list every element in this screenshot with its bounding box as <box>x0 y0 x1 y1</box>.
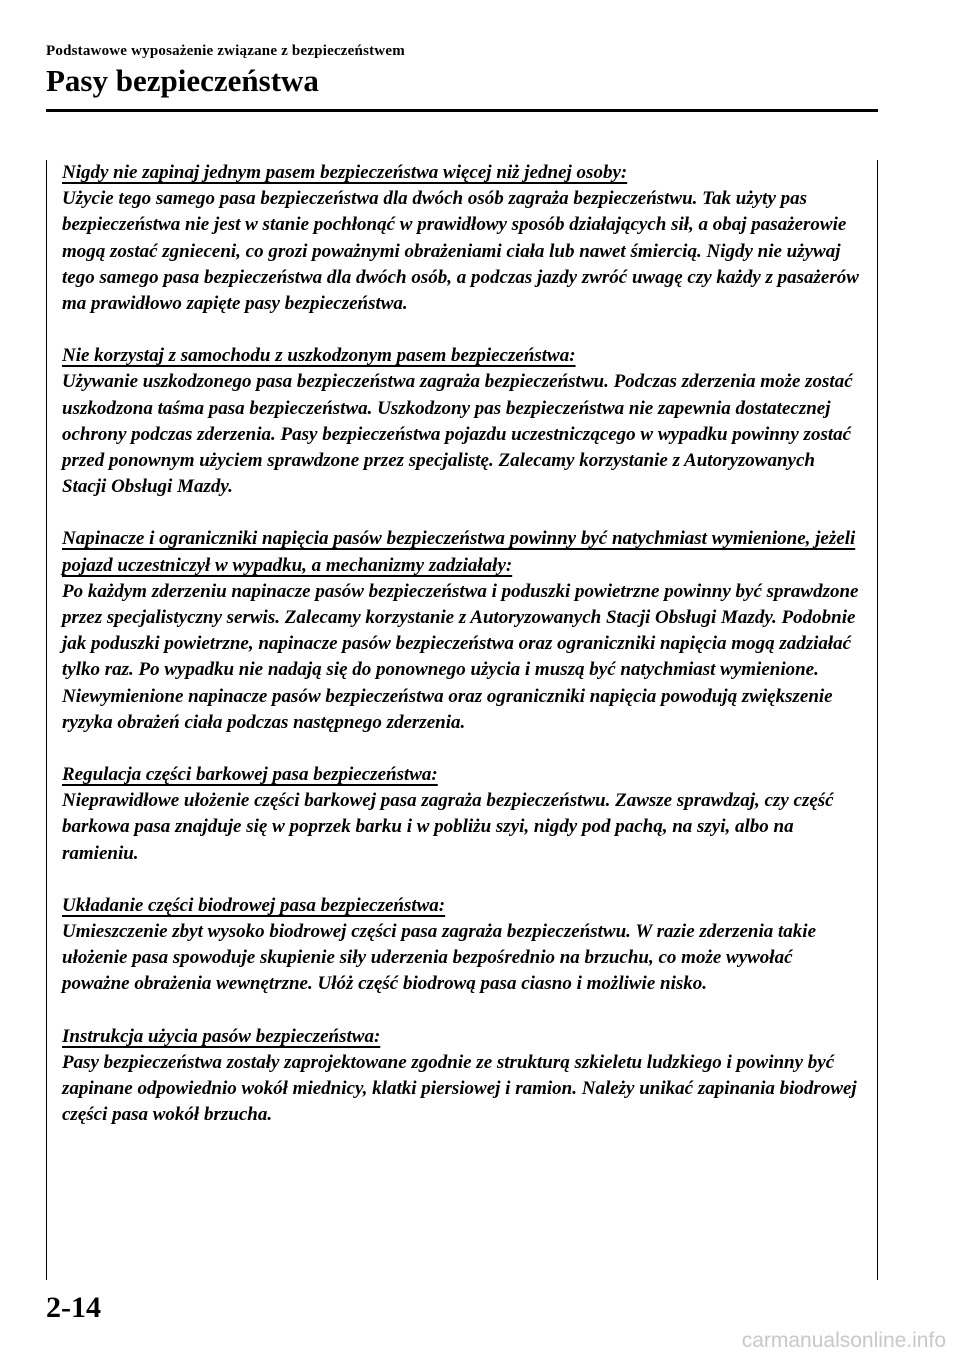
warning-body: Umieszczenie zbyt wysoko biodrowej części pasa zagraża bezpieczeństwu. W razie zderzenia takie ułożenie pasa spowoduje skupienie siły uderzenia bezpośrednio na brzuchu, co może wywołać poważne obrażenia wewnętrzne. Ułóż część biodrową pasa ciasno i możliwie nisko. <box>62 921 817 995</box>
warning-heading: Nie korzystaj z samochodu z uszkodzonym pasem bezpieczeństwa: <box>62 345 576 367</box>
page-header <box>46 42 878 100</box>
warning-block <box>62 160 862 317</box>
warning-heading: Układanie części biodrowej pasa bezpieczeństwa: <box>62 894 446 916</box>
watermark: carmanualsonline.info <box>741 1329 946 1352</box>
warning-heading: Instrukcja użycia pasów bezpieczeństwa: <box>62 1025 381 1047</box>
page-title: Pasy bezpieczeństwa <box>46 63 319 98</box>
warning-body: Po każdym zderzeniu napinacze pasów bezpieczeństwa i poduszki powietrzne powinny być sprawdzone przez specjalistyczny serwis. Zalecamy korzystanie z Autoryzowanych Stacji Obsługi Mazdy. Podobnie jak poduszki powietrzne, napinacze pasów bezpieczeństwa oraz ograniczniki napięcia mogą zadziałać tylko raz. Po wypadku nie nadają się do ponownego użycia i muszą być natychmiast wymienione. Niewymienione napinacze pasów bezpieczeństwa oraz ograniczniki napięcia powodują zwiększenie ryzyka obrażeń ciała podczas następnego zderzenia. <box>62 580 859 733</box>
warning-block <box>62 343 862 500</box>
warning-body: Pasy bezpieczeństwa zostały zaprojektowane zgodnie ze strukturą szkieletu ludzkiego i powinny być zapinane odpowiednio wokół miednicy, klatki piersiowej i ramion. Należy unikać zapinania biodrowej części pasa wokół brzucha. <box>62 1051 857 1126</box>
warning-heading: Regulacja części barkowej pasa bezpieczeństwa: <box>62 764 438 786</box>
warning-body: Użycie tego samego pasa bezpieczeństwa dla dwóch osób zagraża bezpieczeństwu. Tak użyty pas bezpieczeństwa nie jest w stanie pochłonąć w prawidłowy sposób działających sił, a obaj pasażerowie mogą zostać zgnieceni, co grozi poważnymi obrażeniami ciała lub nawet śmiercią. Nigdy nie używaj tego samego pasa bezpieczeństwa dla dwóch osób, a podczas jazdy zwróć uwagę czy każdy z pasażerów ma prawidłowo zapięte pasy bezpieczeństwa. <box>62 188 859 315</box>
section-label: Podstawowe wyposażenie związane z bezpieczeństwem <box>46 43 405 59</box>
warning-block <box>62 1024 862 1129</box>
warning-box-right-border <box>877 160 878 1280</box>
warning-block <box>62 526 862 736</box>
warning-box-left-border <box>46 160 47 1280</box>
warning-heading: Nigdy nie zapinaj jednym pasem bezpieczeństwa więcej niż jednej osoby: <box>62 162 628 183</box>
warning-block <box>62 762 862 867</box>
title-rule <box>46 109 878 112</box>
warning-content <box>62 160 862 1129</box>
warning-heading: Napinacze i ograniczniki napięcia pasów bezpieczeństwa powinny być natychmiast wymienione, jeżeli pojazd uczestniczył w wypadku, a mechanizmy zadziałały: <box>62 528 856 576</box>
warning-block <box>62 893 862 998</box>
warning-body: Używanie uszkodzonego pasa bezpieczeństwa zagraża bezpieczeństwu. Podczas zderzenia może zostać uszkodzona taśma pasa bezpieczeństwa. Uszkodzony pas bezpieczeństwa nie zapewnia dostatecznej ochrony podczas zderzenia. Pasy bezpieczeństwa pojazdu uczestniczącego w wypadku powinny zostać przed ponownym użyciem sprawdzone przez specjalistę. Zalecamy korzystanie z Autoryzowanych Stacji Obsługi Mazdy. <box>62 371 853 498</box>
page-number: 2-14 <box>46 1291 101 1324</box>
warning-body: Nieprawidłowe ułożenie części barkowej pasa zagraża bezpieczeństwu. Zawsze sprawdzaj, czy część barkowa pasa znajduje się w poprzek barku i w pobliżu szyi, nigdy pod pachą, na szyi, albo na ramieniu. <box>62 790 834 864</box>
